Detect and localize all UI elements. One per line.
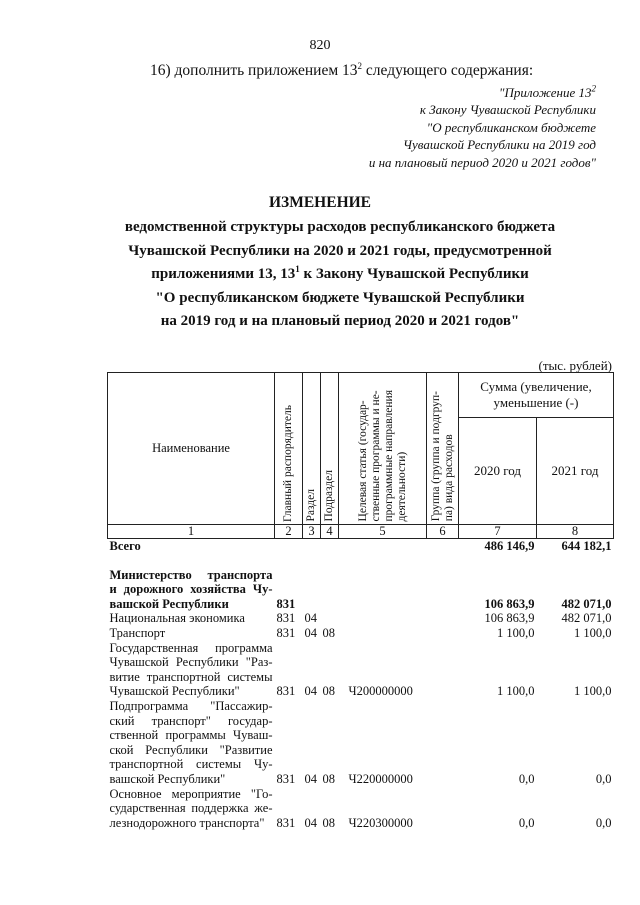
gosprog-name-line-1: Государственная программа [109, 640, 273, 655]
table-row-meropr [108, 787, 614, 831]
col-num-2: 2 [275, 525, 303, 539]
document-subtitle [60, 216, 620, 334]
table-row-podprog [108, 699, 614, 787]
podprog-name-line-2: ский транспорт" государ- [109, 713, 273, 728]
table-header-row [108, 373, 614, 418]
podprog-name-line-3: ственной программы Чуваш- [109, 728, 273, 743]
podprog-razdel: 04 [304, 771, 317, 786]
annex-line-2: к Закону Чувашской Республики [419, 102, 596, 118]
header-glavny [275, 373, 303, 525]
header-gruppa-line-2: па) вида расходов [442, 434, 455, 522]
meropr-name-line-1: Основное мероприятие "Го- [109, 786, 273, 801]
subtitle-line-1: ведомственной структуры расходов республиканского бюджета [124, 219, 556, 235]
header-celevaya-line-2: ственные программы и не- [369, 390, 382, 522]
annex-line-1-text: "Приложение 13 [498, 85, 592, 100]
header-celevaya-line-3: программные направления [382, 390, 395, 522]
transport-name: Транспорт [109, 625, 166, 640]
units-label: (тыс. рублей) [538, 358, 612, 373]
gosprog-2020: 1 100,0 [497, 684, 535, 699]
annex-line-5: и на плановый период 2020 и 2021 годов" [368, 154, 596, 170]
nat-econ-name: Национальная экономика [109, 611, 245, 626]
annex-line-1 [276, 84, 596, 101]
transport-2020: 1 100,0 [497, 625, 535, 640]
podprog-glavny: 831 [276, 771, 296, 786]
header-razdel [303, 373, 321, 525]
ministry-name [108, 568, 275, 612]
col-num-3: 3 [303, 525, 321, 539]
intro-text [150, 62, 533, 80]
subtitle-line-5: на 2019 год и на плановый период 2020 и 2021 годов" [160, 313, 520, 330]
header-razdel-text: Раздел [305, 488, 317, 522]
meropr-podrazdel: 08 [322, 815, 335, 830]
subtitle-line-3 [60, 263, 620, 287]
gosprog-name-line-4: Чувашской Республики" [109, 684, 240, 699]
header-celevaya [339, 373, 427, 525]
transport-2021: 1 100,0 [574, 625, 612, 640]
gosprog-glavny: 831 [276, 684, 296, 699]
subtitle-line-3-sup: 1 [295, 264, 300, 275]
nat-econ-2020: 106 863,9 [484, 611, 535, 626]
header-glavny-text: Главный распорядитель [282, 404, 294, 522]
meropr-name-line-2: сударственная поддержка же- [109, 801, 273, 816]
col-num-5: 5 [339, 525, 427, 539]
table-row-total [108, 539, 614, 554]
ministry-name-line-2: и дорожного хозяйства Чу- [109, 582, 273, 597]
transport-podrazdel: 08 [322, 625, 335, 640]
annex-line-1-sup: 2 [591, 83, 596, 94]
podprog-podrazdel: 08 [322, 771, 335, 786]
meropr-name [108, 787, 275, 831]
meropr-2021: 0,0 [595, 815, 612, 830]
transport-razdel: 04 [304, 625, 317, 640]
table-row-ministry [108, 568, 614, 612]
subtitle-line-3-text: приложениями 13, 13 [151, 266, 296, 283]
podprog-name-line-6: вашской Республики" [109, 771, 226, 786]
col-num-6: 6 [427, 525, 459, 539]
total-2021: 644 182,1 [561, 539, 612, 553]
podprog-celevaya: Ч220000000 [348, 771, 413, 786]
intro-sup: 2 [357, 60, 363, 71]
header-celevaya-text [357, 390, 409, 521]
gosprog-podrazdel: 08 [322, 684, 335, 699]
meropr-razdel: 04 [304, 815, 317, 830]
ministry-name-line-1: Министерство транспорта [109, 567, 273, 582]
header-name: Наименование [108, 373, 275, 525]
page-number: 820 [309, 38, 331, 53]
podprog-name [108, 699, 275, 787]
column-numbers-row [108, 525, 614, 539]
gosprog-2021: 1 100,0 [574, 684, 612, 699]
annex-line-3: "О республиканском бюджете [426, 119, 596, 135]
nat-econ-2021: 482 071,0 [561, 611, 612, 626]
total-2020: 486 146,9 [484, 539, 535, 553]
nat-econ-razdel: 04 [304, 611, 317, 626]
header-2020: 2020 год [459, 418, 537, 525]
ministry-glavny: 831 [276, 596, 296, 611]
header-gruppa-line-1: Группа (группа и подгруп- [429, 391, 442, 522]
intro-prefix: 16) дополнить приложением 13 [150, 62, 358, 79]
meropr-name-line-3: лезнодорожного транспорта" [109, 815, 265, 830]
gosprog-name-line-3: витие транспортной системы [109, 669, 273, 684]
header-celevaya-line-4: деятельности) [395, 451, 408, 522]
subtitle-line-2: Чувашской Республики на 2020 и 2021 годы, предусмотренной [128, 242, 552, 259]
document-title: ИЗМЕНЕНИЕ [268, 194, 372, 211]
meropr-celevaya: Ч220300000 [348, 815, 413, 830]
podprog-name-line-4: ской Республики "Развитие [109, 742, 273, 757]
ministry-name-line-3: вашской Республики [109, 596, 229, 611]
subtitle-line-4: "О республиканском бюджете Чувашской Республики [155, 289, 525, 306]
header-2021: 2021 год [537, 418, 614, 525]
gosprog-razdel: 04 [304, 684, 317, 699]
header-celevaya-line-1: Целевая статья (государ- [356, 400, 369, 522]
header-podrazdel-text: Подраздел [323, 470, 335, 522]
table-row-transport [108, 626, 614, 641]
annex-line-4: Чувашской Республики на 2019 год [403, 137, 596, 153]
col-num-1: 1 [108, 525, 275, 539]
gosprog-celevaya: Ч200000000 [348, 684, 413, 699]
table-row-nat-econ [108, 611, 614, 626]
podprog-2020: 0,0 [518, 771, 535, 786]
total-name: Всего [109, 539, 141, 553]
header-summa: Сумма (увеличение, уменьшение (-) [459, 373, 614, 418]
gosprog-name-line-2: Чувашской Республики "Раз- [109, 655, 273, 670]
col-num-4: 4 [321, 525, 339, 539]
transport-glavny: 831 [276, 625, 296, 640]
header-gruppa [427, 373, 459, 525]
header-podrazdel [321, 373, 339, 525]
gosprog-name [108, 641, 275, 699]
subtitle-line-3-suffix: к Закону Чувашской Республики [299, 266, 529, 283]
ministry-2020: 106 863,9 [484, 596, 535, 611]
nat-econ-glavny: 831 [276, 611, 296, 626]
table-row-gosprog [108, 641, 614, 699]
podprog-name-line-1: Подпрограмма "Пассажир- [109, 698, 273, 713]
header-gruppa-text [430, 391, 456, 521]
budget-table [107, 372, 614, 830]
col-num-8: 8 [537, 525, 614, 539]
ministry-2021: 482 071,0 [561, 596, 612, 611]
podprog-name-line-5: транспортной системы Чу- [109, 757, 273, 772]
annex-reference [276, 84, 596, 171]
podprog-2021: 0,0 [595, 771, 612, 786]
col-num-7: 7 [459, 525, 537, 539]
meropr-glavny: 831 [276, 815, 296, 830]
meropr-2020: 0,0 [518, 815, 535, 830]
intro-suffix: следующего содержания: [362, 62, 534, 79]
